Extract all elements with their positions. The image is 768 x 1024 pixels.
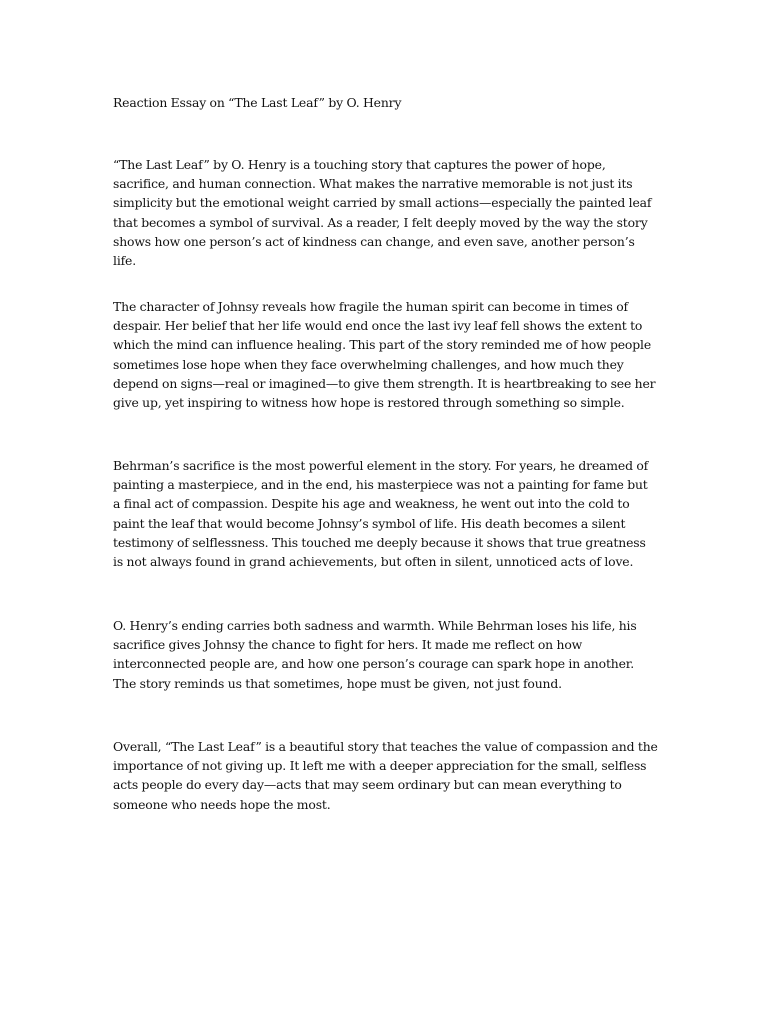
- paragraph-ending: O. Henry’s ending carries both sadness and warmth. While Behrman loses his life, his sacrifice gives Johnsy the chance to fight for hers. It made me reflect on how interconnected people are, and how one person’s courage can spark hope in another. The story reminds us that sometimes, hope must be given, not just found.: [113, 618, 637, 691]
- paragraph-conclusion: Overall, “The Last Leaf” is a beautiful story that teaches the value of compassion and the importance of not giving up. It left me with a deeper appreciation for the small, selfless acts people do every day—acts that may seem ordinary but can mean everything to someone who needs hope the most.: [113, 739, 658, 812]
- paragraph-behrman: Behrman’s sacrifice is the most powerful element in the story. For years, he dreamed of painting a masterpiece, and in the end, his masterpiece was not a painting for fame but a final act of compassion. Despite his age and weakness, he went out into the cold to paint the leaf that would become Johnsy’s symbol of life. His death becomes a silent testimony of selflessness. This touched me deeply because it shows that true greatness is not always found in grand achievements, but often in silent, unnoticed acts of love.: [113, 458, 649, 570]
- essay-title: Reaction Essay on “The Last Leaf” by O. Henry: [113, 95, 402, 110]
- paragraph-introduction: “The Last Leaf” by O. Henry is a touching story that captures the power of hope, sacrifice, and human connection. What makes the narrative memorable is not just its simplicity but the emotional weight carried by small actions—especially the painted leaf that becomes a symbol of survival. As a reader, I felt deeply moved by the way the story shows how one person’s act of kindness can change, and even save, another person’s life.: [113, 157, 652, 269]
- paragraph-johnsy: The character of Johnsy reveals how fragile the human spirit can become in times of despair. Her belief that her life would end once the last ivy leaf fell shows the extent to which the mind can influence healing. This part of the story reminded me of how people sometimes lose hope when they face overwhelming challenges, and how much they depend on signs—real or imagined—to give them strength. It is heartbreaking to see her give up, yet inspiring to witness how hope is restored through something so simple.: [113, 299, 656, 411]
